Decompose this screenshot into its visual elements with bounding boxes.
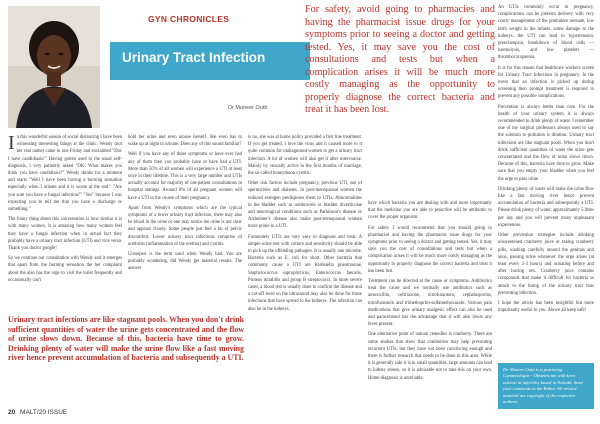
body-column-1 [8, 134, 122, 312]
paragraph: have which bacteria you are dealing with and more importantly that the medicine you are able to prescribe will be antibiotic to cover the proper organism. [368, 201, 492, 221]
paragraph: Other prevention strategies include drinking unsweetened cranberry juice or taking cranberry pills, washing carefully around the genitals and anus, passing urine whenever the urge arises (at least every 2-3 hours) and urinating before and after having sex. Cranberry juice contains compounds that make it difficult for bacteria to attach to the lining of the urinary tract thus preventing infection. [498, 233, 594, 296]
article-header [8, 6, 268, 130]
body-column-3 [248, 134, 362, 402]
series-label: GYN CHRONICLES [148, 14, 230, 24]
paragraph: The funny thing about this conversation is how similar it is with many women. It is amazing how many women feel they have a fungal infection when in actual fact they probably have a urinary tract infection (UTI) and vice versa. Thank you doctor google! [8, 217, 122, 252]
paragraph: Urosepsis is the term used when Wendy had. You are probably wondering, did Wendy get material results. The answer [128, 252, 242, 272]
paragraph: Apart from Wendy's symptoms which are the typical symptoms of a lower urinary tract infection, there may also be blood in the urine or one may notice the urine is not clear and appears cloudy. Some people just feel a bit of pelvic discomfort. Lower urinary tract infections comprise of urethritis (inflammation of the urethra) and cystitis. [128, 205, 242, 247]
paragraph: Well if you have any of these symptoms or have ever had any of them then you probably have or have had a UTI. More than 50% of all women will experience a UTI at least once in their lifetime. This is a very large number and UTIs actually account for majority of out-patient consultations in hospital settings. Around 8% of all pregnant women will have a UTI in the course of their pregnancy. [128, 152, 242, 201]
page-number: 20 [8, 409, 16, 416]
drop-cap: I [8, 134, 15, 154]
author-portrait [8, 6, 100, 128]
author-bio-box [498, 363, 594, 409]
paragraph: is no, she was at home policy provided a first line treatment. If you get treated, I love the virus and it caused more to it quite common for undiagnosed women to get a urinary tract infection. A lot of women will also get it after intercourse. Mainly by sexually active in the first months of marriage, the so-called honeymoon cystitis. [248, 135, 362, 177]
paragraph: hold her urine and even arouse herself. She even has to wake up at night to urinate. Does any of this sound familiar? [128, 135, 242, 148]
page-footer [8, 409, 67, 416]
body-column-4 [368, 200, 492, 402]
paragraph: One alternative point of natural remedies is cranberry. There are some studies that show that cranberries may help preventing recurrent UTIs, but they have not been convincing enough and there is further research that needs to be done in this area. While it is generally safe it is in small quantities, large amounts can lead to kidney stones, so it is advisable not to take this on your own. Home diagnosis is unreliable. [368, 332, 492, 381]
paragraph: So we continue our consultation with Wendy and it emerges that apart from the burning sensation the her complaint about the also has the urge to visit the toilet frequently and occasionally can't [8, 256, 122, 283]
author-byline: Dr Muneer Outti [228, 105, 268, 111]
highlight-quote: Urinary tract infections are like stagnant pools. When you don't drink sufficient quantities of water the urine gets concentrated and the flow of urine slows down. Because of this, bacteria have time to grow. Drinking plenty of water will make the urine flow like a fast moving river hence prevent accumulation of bacteria and subsequently a UTI. [8, 315, 244, 363]
article-headline: Urinary Tract Infection [122, 50, 266, 65]
paragraph: It is for this reason that healthcare workers screen for Urinary Tract Infections in pregnancy. In the event that an infection is picked up during screening then prompt treatment is required to prevent any possible complications. [498, 65, 594, 100]
author-bio-text: Dr. Muneer Outti is a practising Gynaecologist - Obstetrician with keen interest in infertility based in Nairobi. Send your comments to the Editor. All related material are copyright of the respective authors. [503, 367, 583, 405]
paragraph: I hope the article has been insightful but more importantly useful to you. Above all keep safe! [498, 300, 594, 314]
paragraph: Other risk factors include pregnancy, previous UTI, use of spermicides and diabetes. In post-menopausal women the reduced estrogen predisposes them to UTIs. Abnormalities in the bladder such as urethrocele or bladder diverticulae and neurological conditions such as Parkinson's disease or Alzheimer's disease also make post-menopausal women more prone to a UTI. [248, 181, 362, 230]
body-column-6 [498, 4, 594, 358]
title-band [100, 6, 310, 128]
paragraph: Fortunately UTIs are very easy to diagnose and treat. A simple urine test with culture and sensitivity should be able to pick up the offending pathogen. It is usually one microbe. Bacteria such as E. coli for short. Other bacteria that commonly cause a UTI are Klebsiella pneumoniae, Staphylococcus saprophyticus, Enterococcus faecalis, Proteus mirabilis and group B streptococci. In more severe cases, a blood test is usually done to confirm the disease and a cut-off level on the ultrasound may also be done for those infections that have spread to the kidneys. The infection can also be in the kidneys. [248, 234, 362, 312]
paragraph: An UTIs commonly occur in pregnancy, complications can be preterm delivery with very costly management of the premature neonate, low birth weight in the infants, some damage to the kidneys, the UTI can lead to hypertension, preeclampsia, breakdown of blood cells — haemolysis, and low platelets — thrombocytopaenia. [498, 5, 594, 61]
pull-quote-text: For safety, avoid going to pharmacies and having the pharmacist issue drugs for your symptoms prior to seeing a doctor and getting tested. Yes, it may save you the cost of consultations and tests but when a complication arises it will be much more costly managing as the opportunity to properly diagnose the correct bacteria and treat it has been lost. [305, 4, 495, 115]
paragraph: In this wonderful season of social distancing I have been witnessing interesting things at the clinic. Wendy (not her real name) came in one Friday and exclaimed "Doc I have candidiasis!" Having gotten used to the usual self-diagnosis, I very patiently asked "OK! What makes you think you have candidiasis?" Wendy thinks for a moment and starts "Well I have been having a burning sensation especially when I urinate and it is worse at the end." "Are you sure you have a fungal infection?" "Yes" because I was expecting you to tell me that you have a discharge or something." [8, 134, 122, 213]
paragraph: Drinking plenty of water will make the urine flow like a fast moving river hence prevent accumulation of bacteria and subsequently a UTI. Please drink plenty of water, approximately 5 litres per day and you will prevent many unpleasant experiences. [498, 186, 594, 228]
body-column-2 [128, 134, 242, 312]
paragraph: Treatment can be directed at the cause or symptoms. Antibiotics treat the cause and we normally use antibiotics such as amoxicillin, ceftriaxone, nitrofurantoin, cephalosporins, nitrofurantoin and trimethoprim-sulfamethoxazole. Various pain medications that give urinary analgesic effect can also be used and paracetamol has the advantage that it will also lower any fever present. [368, 279, 492, 328]
magazine-name: MALT/20 ISSUE [20, 409, 68, 416]
paragraph: For safety I would recommend that you should going to pharmacies and having the pharmacist issue drugs for your symptoms prior to seeing a doctor and getting tested. Yes, it may save you the cost of consultations and tests but when a complication arises it will be much more costly managing as the opportunity to properly diagnose the correct bacteria and treat it has been lost. [368, 225, 492, 274]
paragraph: Prevention is always better than cure. For the health of your urinary system it is always recommended to drink plenty of water. I remember one of my surgical professors always used to say the solution to pollution is dilution. Urinary tract infections are like stagnant pools. When you don't drink sufficient quantities of water the urine gets concentrated and the flow of urine slows down. Because of this, bacteria have time to grow. Make sure that you empty your bladder when you feel the urge to pass urine. [498, 104, 594, 182]
